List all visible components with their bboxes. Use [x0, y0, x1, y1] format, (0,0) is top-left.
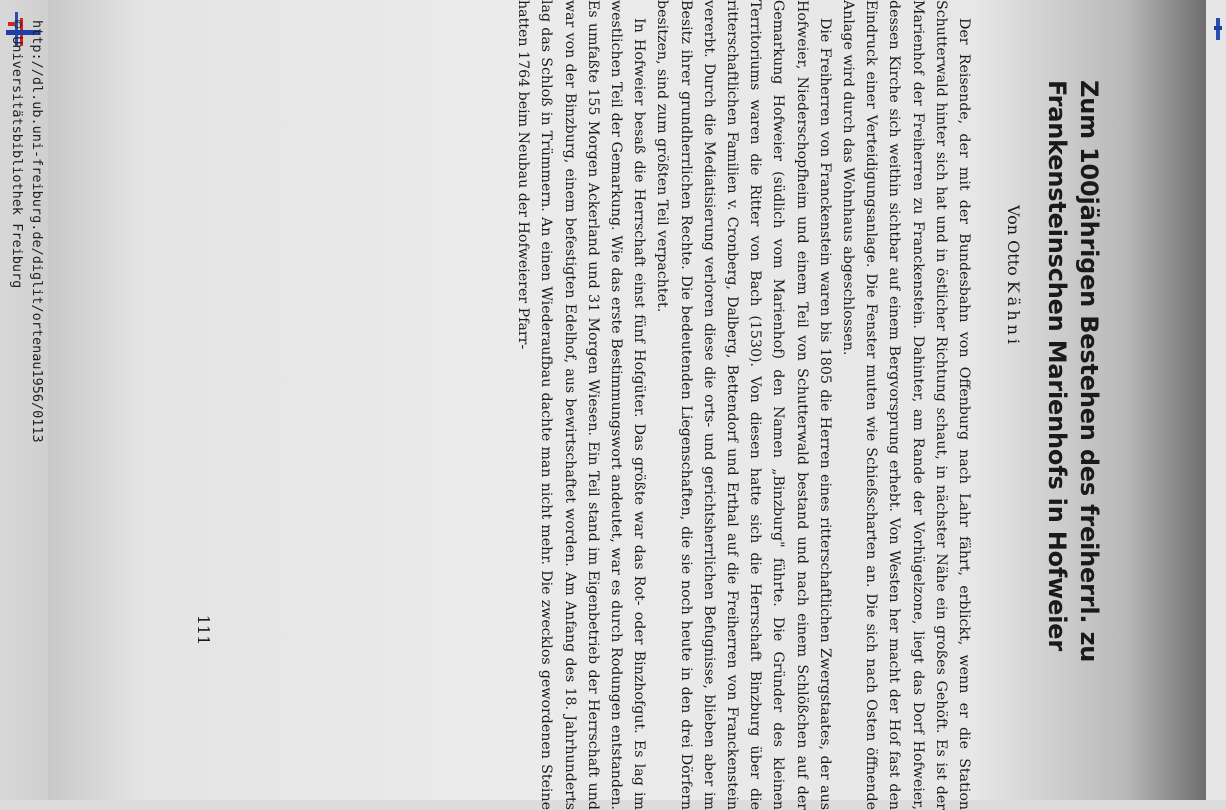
author-name: Kähni: [1004, 280, 1023, 349]
article-title-line-1: Zum 100jährigen Bestehen des freiherrl. zu: [1075, 80, 1103, 663]
source-url[interactable]: http://dl.ub.uni-freiburg.de/diglit/ortenau1956/0113: [29, 20, 45, 443]
scan-registration-mark-right-icon: [1214, 18, 1222, 40]
viewer-left-margin: [0, 0, 48, 800]
article-title: [1041, 80, 1105, 800]
article-body: [511, 0, 975, 810]
viewer-right-margin: [1206, 0, 1226, 800]
paragraph: Die Freiherren von Franckenstein waren bis 1805 die Herren eines ritterschaftlichen Zwergstaates, der aus Hofweier, Niederschopfheim und einem Teil von Schutterwald bestand und nach einem Schlößchen auf der Gemarkung Hofweier (südlich vom Marienhof) den Namen „Binzburg" führte. Die Gründer des kleinen Territoriums waren die Ritter von Bach (1530). Von diesen hatte sich die Herrschaft Binzburg über die ritterschaftlichen Familien v. Cronberg, Dalberg, Bettendorf und Erthal auf die Freiherren von Franckenstein vererbt. Durch die Mediatisierung verloren diese die orts- und gerichtsherrlichen Befugnisse, blieben aber im Besitz ihrer grundherrlichen Rechte. Die bedeutenden Liegenschaften, die sie noch heute in den drei Dörfern besitzen, sind zum größten Teil verpachtet.: [654, 0, 833, 810]
article-author: [1003, 205, 1023, 765]
source-attribution: [1, 20, 47, 780]
rotated-document-page: [155, 0, 1105, 810]
copyright-notice: © Universitätsbibliothek Freiburg: [9, 20, 25, 289]
paragraph: In Hofweier besaß die Herrschaft einst fünf Hofgüter. Das größte war das Rot- oder Binzhofgut. Es lag im westlichen Teil der Gemarkung. Wie das erste Bestimmungswort andeutet, war es durch Rodungen entstanden. Es umfaßte 155 Morgen Ackerland und 31 Morgen Wiesen. Ein Teil stand im Eigenbetrieb der Herrschaft und war von der Binzburg, einem befestigten Edelhof, aus bewirtschaftet worden. Am Anfang des 18. Jahrhunderts lag das Schloß in Trümmern. An einen Wiederaufbau dachte man nicht mehr. Die zwecklos gewordenen Steine hatten 1764 beim Neubau der Hofweierer Pfarr-: [515, 0, 648, 810]
page-number: 111: [194, 614, 213, 646]
paragraph: Der Reisende, der mit der Bundesbahn von Offenburg nach Lahr fährt, erblickt, wenn er die Station Schutterwald hinter sich hat und in östlicher Richtung schaut, in nächster Nähe ein großes Gehöft. Es ist der Marienhof der Freiherren zu Franckenstein. Dahinter, am Rande der Vorhügelzone, liegt das Dorf Hofweier, dessen Kirche sich weithin sichtbar auf einem Bergvorsprung erhebt. Von Westen her macht der Hof fast den Eindruck einer Verteidigungsanlage. Die Fenster muten wie Schießscharten an. Die sich nach Osten öffnende Anlage wird durch das Wohnhaus abgeschlossen.: [839, 0, 972, 810]
article-title-line-2: Frankensteinschen Marienhofs in Hofweier: [1043, 80, 1071, 651]
author-prefix: Von Otto: [1004, 205, 1023, 276]
